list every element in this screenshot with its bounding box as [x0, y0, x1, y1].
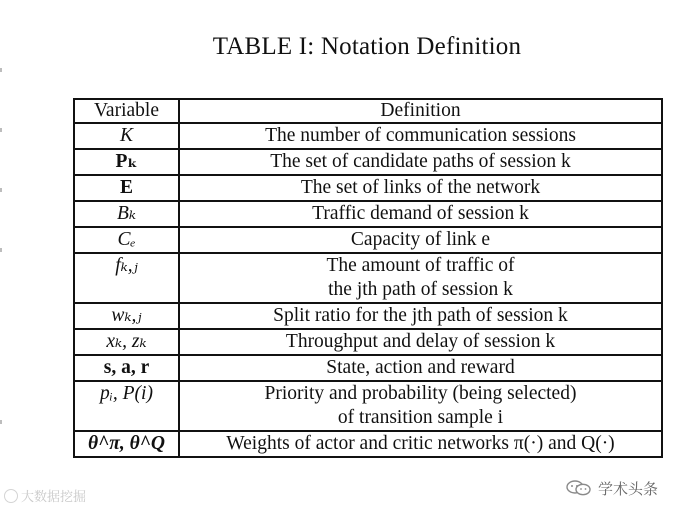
definition-cell: Capacity of link e	[179, 227, 662, 253]
definition-cell: Traffic demand of session k	[179, 201, 662, 227]
table-row	[74, 355, 662, 381]
table-row	[74, 149, 662, 175]
definition-line: the jth path of session k	[328, 279, 513, 300]
header-variable: Variable	[74, 99, 179, 123]
variable-cell: Bₖ	[74, 201, 179, 227]
watermark-right	[566, 478, 658, 499]
table-row	[74, 303, 662, 329]
variable-cell: wₖ,ⱼ	[74, 303, 179, 329]
notation-table	[73, 98, 663, 458]
edge-mark	[0, 68, 2, 72]
definition-line: The amount of traffic of	[326, 255, 515, 276]
table-row	[74, 201, 662, 227]
wechat-icon	[566, 480, 592, 496]
variable-cell: Pₖ	[74, 149, 179, 175]
definition-line: of transition sample i	[337, 407, 504, 428]
table-header-row	[74, 99, 662, 123]
table-row	[74, 123, 662, 149]
table-row	[74, 431, 662, 457]
definition-cell: The number of communication sessions	[179, 123, 662, 149]
table-row	[74, 253, 662, 303]
definition-cell	[179, 381, 662, 431]
definition-cell: The set of candidate paths of session k	[179, 149, 662, 175]
edge-mark	[0, 248, 2, 252]
definition-cell: State, action and reward	[179, 355, 662, 381]
watermark-left	[4, 486, 86, 505]
definition-line: Priority and probability (being selected)	[264, 383, 577, 404]
variable-cell: E	[74, 175, 179, 201]
variable-cell: s, a, r	[74, 355, 179, 381]
definition-cell: The set of links of the network	[179, 175, 662, 201]
table-row	[74, 227, 662, 253]
table-row	[74, 175, 662, 201]
variable-cell: θ^π, θ^Q	[74, 431, 179, 457]
header-definition: Definition	[179, 99, 662, 123]
edge-mark	[0, 188, 2, 192]
variable-cell: pᵢ, P(i)	[74, 381, 179, 431]
definition-cell	[179, 253, 662, 303]
variable-cell: K	[74, 123, 179, 149]
watermark-left-text: 大数据挖掘	[21, 490, 87, 505]
definition-cell: Weights of actor and critic networks π(·) and Q(·)	[179, 431, 662, 457]
edge-mark	[0, 128, 2, 132]
table-row	[74, 381, 662, 431]
logo-circle-icon	[4, 489, 18, 503]
variable-cell: Cₑ	[74, 227, 179, 253]
watermark-right-text: 学术头条	[598, 480, 659, 498]
table-caption: TABLE I: Notation Definition	[212, 33, 522, 60]
definition-cell: Throughput and delay of session k	[179, 329, 662, 355]
variable-cell: xₖ, zₖ	[74, 329, 179, 355]
table-row	[74, 329, 662, 355]
variable-cell: fₖ,ⱼ	[74, 253, 179, 303]
definition-cell: Split ratio for the jth path of session k	[179, 303, 662, 329]
edge-mark	[0, 420, 2, 424]
